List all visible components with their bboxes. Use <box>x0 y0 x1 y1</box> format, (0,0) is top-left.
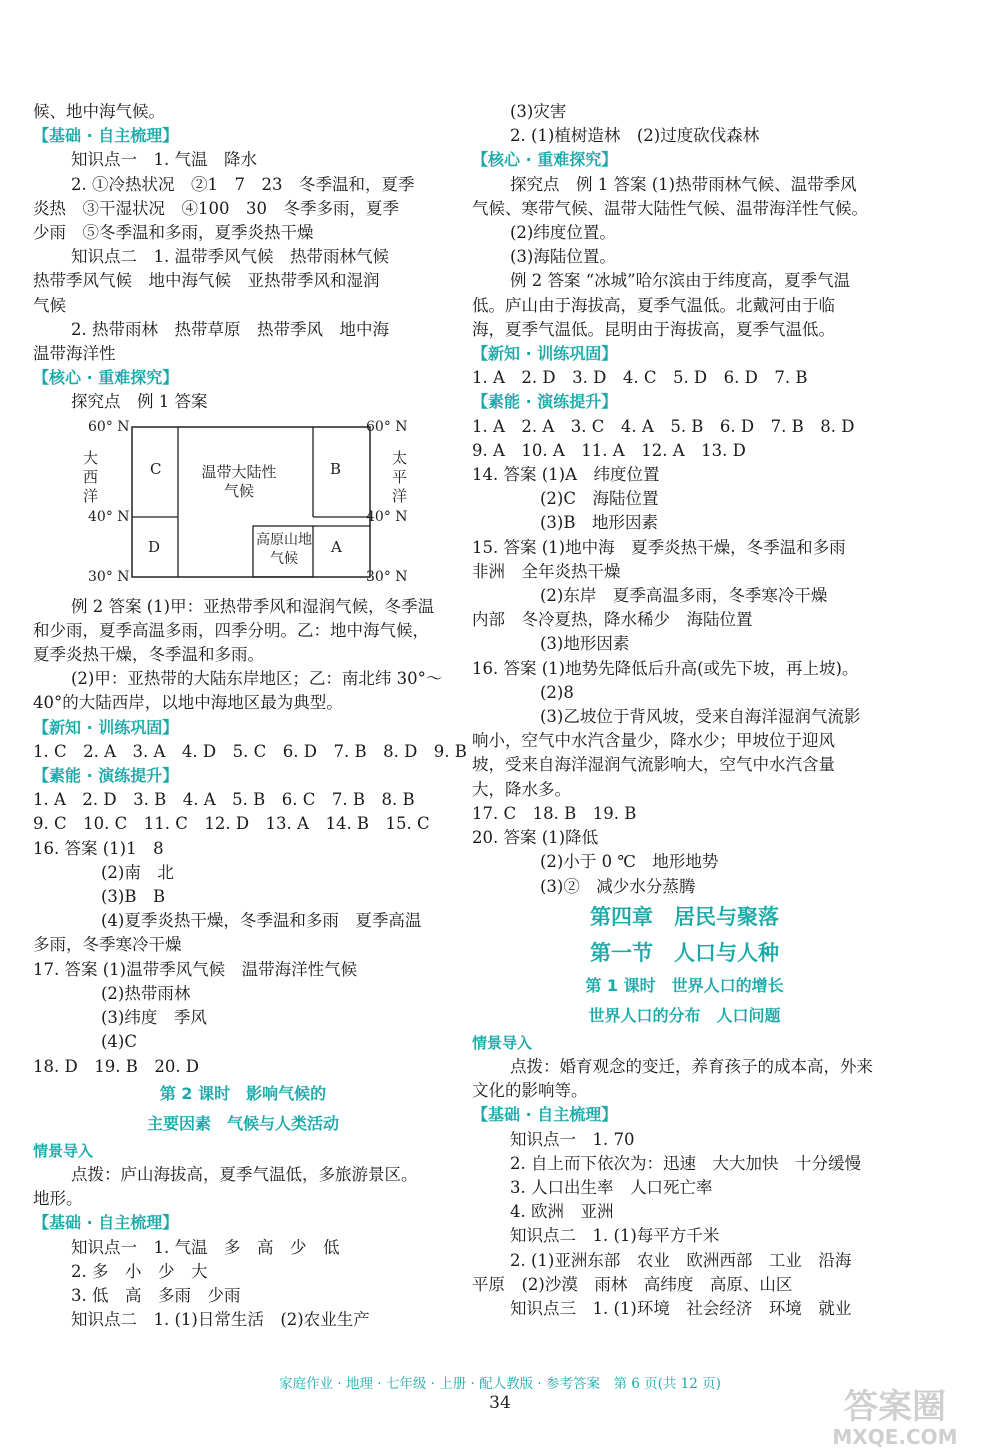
lat-60n-left-label: 60° N <box>88 418 130 435</box>
section-title: 第一节 人口与人种 <box>590 940 779 965</box>
answer-line: 大，降水多。 <box>472 779 571 799</box>
lesson-title: 世界人口的分布 人口问题 <box>588 1005 781 1025</box>
text-line: 探究点 例 1 答案 (1)热带雨林气候、温带季风 <box>510 174 857 194</box>
text-line: 2. (1)植树造林 (2)过度砍伐森林 <box>510 126 760 146</box>
answer-line: 14. 答案 (1)A 纬度位置 <box>472 465 660 485</box>
answer-line: (3)② 减少水分蒸腾 <box>540 876 696 896</box>
answer-line: (2)热带雨林 <box>101 983 191 1003</box>
text-line: 点拨：婚育观念的变迁，养育孩子的成本高，外来 <box>510 1056 873 1076</box>
answer-line: 坡，受来自海洋湿润气流影响大，空气中水汽含量 <box>472 755 835 775</box>
text-line: 温带海洋性 <box>33 344 116 364</box>
answer-line: 20. 答案 (1)降低 <box>472 828 599 848</box>
text-line: 例 2 答案 “冰城”哈尔滨由于纬度高，夏季气温 <box>510 271 851 291</box>
lat-60n-right-label: 60° N <box>366 418 408 435</box>
lat-30n-left-label: 30° N <box>88 568 130 585</box>
answer-line: 内部 冬冷夏热，降水稀少 海陆位置 <box>472 610 753 630</box>
answer-line: 响小，空气中水汽含量少，降水少；甲坡位于迎风 <box>472 731 835 751</box>
running-footer: 家庭作业 · 地理 · 七年级 · 上册 · 配人教版 · 参考答案 第 6 页(共 12 页) <box>279 1376 721 1392</box>
plateau-mountain-label: 高原山地气候 <box>256 531 312 567</box>
text-line: 知识点一 1. 70 <box>510 1129 635 1149</box>
text-line: 4. 欧洲 亚洲 <box>510 1202 614 1222</box>
watermark-text: 答案圈 <box>844 1387 946 1427</box>
text-line: 热带季风气候 地中海气候 亚热带季风和湿润 <box>33 271 380 291</box>
text-line: 气候 <box>33 295 66 315</box>
text-line: 平原 (2)沙漠 雨林 高纬度 高原、山区 <box>472 1274 793 1294</box>
text-line: 2. 自上而下依次为：迅速 大大加快 十分缓慢 <box>510 1153 861 1173</box>
answer-line: (2)东岸 夏季高温多雨，冬季寒冷干燥 <box>540 586 828 606</box>
text-line: 2. 多 小 少 大 <box>71 1261 208 1281</box>
watermark-logo <box>800 1378 990 1450</box>
text-line: 气候、寒带气候、温带大陆性气候、温带海洋性气候。 <box>472 198 868 218</box>
text-line: 低。庐山由于海拔高，夏季气温低。北戴河由于临 <box>472 295 835 315</box>
answer-line: 1. A 2. A 3. C 4. A 5. B 6. D 7. B 8. D <box>472 416 855 436</box>
answer-line: 1. A 2. D 3. B 4. A 5. B 6. C 7. B 8. B <box>33 790 415 810</box>
watermark-url: MXQE.COM <box>832 1425 958 1449</box>
left-column <box>33 100 467 1332</box>
answer-line: (2)8 <box>540 682 574 702</box>
answer-line: (2)南 北 <box>101 862 174 882</box>
climate-zone-diagram <box>33 419 453 589</box>
text-line: 和少雨，夏季高温多雨，四季分明。乙：地中海气候， <box>33 620 429 640</box>
lesson-title: 主要因素 气候与人类活动 <box>146 1113 339 1133</box>
box-c-label: C <box>150 459 162 478</box>
text-line: 知识点一 1. 气温 多 高 少 低 <box>71 1237 340 1257</box>
section-heading: 【基础 · 自主梳理】 <box>472 1105 618 1125</box>
text-line: 夏季炎热干燥，冬季温和多雨。 <box>33 645 264 665</box>
answer-line: (2)C 海陆位置 <box>540 489 659 509</box>
answer-line: 9. C 10. C 11. C 12. D 13. A 14. B 15. C <box>33 814 430 834</box>
text-line: 2. ①冷热状况 ②1 7 23 冬季温和，夏季 <box>71 174 415 194</box>
answer-line: 1. C 2. A 3. A 4. D 5. C 6. D 7. B 8. D 9. B <box>33 741 467 761</box>
lat-40n-left-label: 40° N <box>88 508 130 525</box>
temperate-continental-label: 温带大陆性气候 <box>201 462 277 500</box>
answer-line: (3)B 地形因素 <box>540 513 658 533</box>
section-heading: 【素能 · 演练提升】 <box>33 766 179 786</box>
answer-line: (3)乙坡位于背风坡，受来自海洋湿润气流影 <box>540 707 861 727</box>
answer-line: 1. A 2. D 3. D 4. C 5. D 6. D 7. B <box>472 368 808 388</box>
text-line: 知识点一 1. 气温 降水 <box>71 150 257 170</box>
text-line: 2. 热带雨林 热带草原 热带季风 地中海 <box>71 319 389 339</box>
text-line: 探究点 例 1 答案 <box>71 392 208 412</box>
lesson-title: 第 2 课时 影响气候的 <box>159 1083 327 1103</box>
section-heading: 【核心 · 重难探究】 <box>33 368 179 388</box>
text-line: 知识点三 1. (1)环境 社会经济 环境 就业 <box>510 1298 852 1318</box>
box-b-label: B <box>330 459 342 478</box>
answer-line: 多雨，冬季寒冷干燥 <box>33 935 182 955</box>
text-line: 少雨 ⑤冬季温和多雨，夏季炎热干燥 <box>33 223 314 243</box>
pacific-ocean-label: 太平洋 <box>392 448 408 505</box>
answer-line: (4)夏季炎热干燥，冬季温和多雨 夏季高温 <box>101 911 422 931</box>
lat-30n-right-label: 30° N <box>366 568 408 585</box>
section-heading: 【基础 · 自主梳理】 <box>33 1213 179 1233</box>
text-line: (3)灾害 <box>510 102 567 121</box>
answer-line: 15. 答案 (1)地中海 夏季炎热干燥，冬季温和多雨 <box>472 537 846 557</box>
text-line: 知识点二 1. (1)日常生活 (2)农业生产 <box>71 1310 370 1330</box>
answer-line: 17. C 18. B 19. B <box>472 803 637 823</box>
text-line: 知识点二 1. (1)每平方千米 <box>510 1226 720 1246</box>
section-heading: 情景导入 <box>472 1033 533 1052</box>
atlantic-ocean-label: 大西洋 <box>83 448 99 505</box>
right-column <box>472 100 897 1321</box>
answer-line: 16. 答案 (1)1 8 <box>33 838 164 858</box>
section-heading: 【新知 · 训练巩固】 <box>472 344 618 364</box>
answer-line: (3)地形因素 <box>540 634 630 654</box>
text-line: 知识点二 1. 温带季风气候 热带雨林气候 <box>71 247 389 267</box>
text-line: 地形。 <box>33 1189 83 1209</box>
text-line: 2. (1)亚洲东部 农业 欧洲西部 工业 沿海 <box>510 1250 852 1270</box>
box-a-label: A <box>331 537 342 556</box>
text-line: 3. 低 高 多雨 少雨 <box>71 1285 241 1305</box>
page-number: 34 <box>489 1393 511 1413</box>
text-line: 40°的大陆西岸，以地中海地区最为典型。 <box>33 693 343 713</box>
section-heading: 【素能 · 演练提升】 <box>472 392 618 412</box>
text-line: 海，夏季气温低。昆明由于海拔高，夏季气温低。 <box>472 319 835 339</box>
answer-line: (2)小于 0 ℃ 地形地势 <box>540 852 719 872</box>
text-line: 例 2 答案 (1)甲：亚热带季风和湿润气候，冬季温 <box>71 596 435 616</box>
answer-line: 17. 答案 (1)温带季风气候 温带海洋性气候 <box>33 959 358 979</box>
text-line: 炎热 ③干湿状况 ④100 30 冬季多雨，夏季 <box>33 198 399 218</box>
text-line: 文化的影响等。 <box>472 1081 588 1101</box>
answer-line: 非洲 全年炎热干燥 <box>472 561 621 581</box>
box-d-label: D <box>148 537 161 556</box>
lat-40n-right-label: 40° N <box>366 508 408 525</box>
answer-line: (3)B B <box>101 887 166 907</box>
section-heading: 【核心 · 重难探究】 <box>472 150 618 170</box>
text-line: (2)纬度位置。 <box>510 223 616 243</box>
answer-line: (3)纬度 季风 <box>101 1008 207 1028</box>
answer-line: 16. 答案 (1)地势先降低后升高(或先下坡，再上坡)。 <box>472 658 859 678</box>
answer-line: (4)C <box>101 1032 137 1052</box>
text-line: (3)海陆位置。 <box>510 247 616 267</box>
text-line: 3. 人口出生率 人口死亡率 <box>510 1177 713 1197</box>
text-line: (2)甲：亚热带的大陆东岸地区；乙：南北纬 30°～ <box>71 669 443 689</box>
answer-line: 9. A 10. A 11. A 12. A 13. D <box>472 440 746 460</box>
lesson-title: 第 1 课时 世界人口的增长 <box>585 975 784 995</box>
text-line: 候、地中海气候。 <box>33 102 165 121</box>
section-heading: 情景导入 <box>33 1141 94 1160</box>
section-heading: 【基础 · 自主梳理】 <box>33 126 179 146</box>
answer-line: 18. D 19. B 20. D <box>33 1056 200 1076</box>
section-heading: 【新知 · 训练巩固】 <box>33 717 179 737</box>
chapter-title: 第四章 居民与聚落 <box>590 904 779 929</box>
text-line: 点拨：庐山海拔高，夏季气温低，多旅游景区。 <box>71 1164 418 1184</box>
